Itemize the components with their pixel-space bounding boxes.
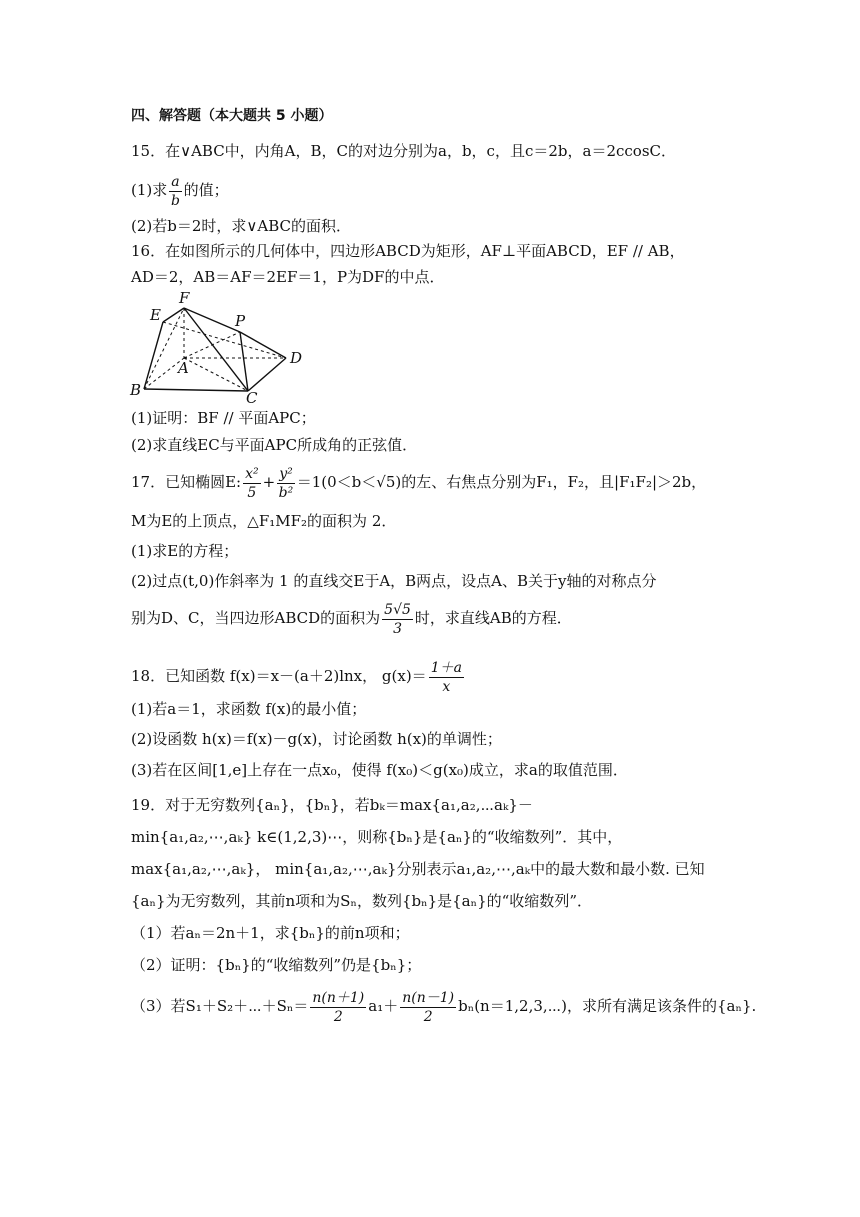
q19-part3 xyxy=(131,986,756,1026)
q15-fraction-num: a xyxy=(171,173,180,190)
q17-frac1 xyxy=(243,465,261,502)
q19-part3-pre: （3）若S₁＋S₂＋⋯＋Sₙ＝ xyxy=(131,997,309,1015)
q19-part1: （1）若aₙ＝2n＋1，求{bₙ}的前n项和； xyxy=(131,924,410,942)
label-B: B xyxy=(130,381,142,399)
q17-frac2 xyxy=(277,465,295,502)
q18-part2: (2)设函数 h(x)＝f(x)－g(x)，讨论函数 h(x)的单调性； xyxy=(131,730,502,748)
q17-pre: 17．已知椭圆E: xyxy=(131,473,242,491)
q18-stem xyxy=(131,656,466,696)
q19-frac2-den: 2 xyxy=(423,1008,433,1025)
q19-part3-post: bₙ(n＝1,2,3,⋯)，求所有满足该条件的{aₙ}. xyxy=(458,997,757,1015)
q17-area-fraction xyxy=(382,601,413,638)
q19-line1: 19．对于无穷数列{aₙ}，{bₙ}，若bₖ＝max{a₁,a₂,⋯aₖ}－ xyxy=(131,796,533,814)
q17-frac1-num: x² xyxy=(245,465,259,482)
q18-g-den: x xyxy=(442,678,451,695)
q19-frac2 xyxy=(400,989,456,1026)
q17-part2-pre: 别为D、C，当四边形ABCD的面积为 xyxy=(131,609,381,627)
q18-part3: (3)若在区间[1,e]上存在一点x₀，使得 f(x₀)＜g(x₀)成立，求a的取值范围． xyxy=(131,761,628,779)
edge-EF xyxy=(163,308,184,322)
q17-post: ＝1(0＜b＜√5)的左、右焦点分别为F₁，F₂，且|F₁F₂|＞2b， xyxy=(296,473,707,491)
q17-frac1-den: 5 xyxy=(247,484,257,501)
edge-PD xyxy=(240,332,286,358)
label-C: C xyxy=(246,389,258,405)
label-A: A xyxy=(178,359,189,377)
q15-part1-post: 的值； xyxy=(183,181,229,199)
edge-AC xyxy=(184,358,248,391)
q17-part2-line2 xyxy=(131,598,572,638)
q18-g-num: 1＋a xyxy=(430,659,462,676)
q15-part1 xyxy=(131,170,229,210)
q16-line1: 16．在如图所示的几何体中，四边形ABCD为矩形，AF⊥平面ABCD，EF // AB， xyxy=(131,242,685,260)
q17-area-num: 5√5 xyxy=(384,601,411,618)
q17-part2-line1: (2)过点(t,0)作斜率为 1 的直线交E于A，B两点，设点A、B关于y轴的对称点分 xyxy=(131,572,657,590)
q19-frac1-num: n(n＋1) xyxy=(312,989,365,1006)
q17-plus: + xyxy=(262,473,276,491)
q17-frac2-num: y² xyxy=(279,465,293,482)
q18-part1: (1)若a＝1，求函数 f(x)的最小值； xyxy=(131,700,367,718)
q19-frac1-den: 2 xyxy=(333,1008,343,1025)
q15-stem: 15．在∨ABC中，内角A，B，C的对边分别为a，b，c，且c＝2b，a＝2ccosC． xyxy=(131,142,676,160)
edge-DC xyxy=(248,358,286,391)
q19-frac1 xyxy=(310,989,366,1026)
q17-frac2-den: b² xyxy=(278,484,294,501)
q19-frac2-num: n(n－1) xyxy=(402,989,455,1006)
label-E: E xyxy=(150,306,161,324)
q15-fraction-den: b xyxy=(170,192,180,209)
q19-part3-mid: a₁＋ xyxy=(368,997,399,1015)
q15-part2: (2)若b＝2时，求∨ABC的面积． xyxy=(131,217,351,235)
section-title: 四、解答题（本大题共 5 小题） xyxy=(131,108,333,124)
q19-line3: max{a₁,a₂,⋯,aₖ}， min{a₁,a₂,⋯,aₖ}分别表示a₁,a₂,⋯,aₖ中的最大数和最小数. 已知 xyxy=(131,860,705,878)
q17-stem xyxy=(131,462,706,502)
q17-line2: M为E的上顶点，△F₁MF₂的面积为 2． xyxy=(131,512,397,530)
q19-part2: （2）证明：{bₙ}的“收缩数列”仍是{bₙ}； xyxy=(131,956,422,974)
q15-part1-pre: (1)求 xyxy=(131,181,168,199)
q15-fraction xyxy=(169,173,181,210)
q19-line4: {aₙ}为无穷数列，其前n项和为Sₙ，数列{bₙ}是{aₙ}的“收缩数列”． xyxy=(131,892,592,910)
geometry-figure xyxy=(128,290,318,405)
q16-part2: (2)求直线EC与平面APC所成角的正弦值． xyxy=(131,436,418,454)
label-F: F xyxy=(179,290,190,307)
q16-part1: (1)证明：BF // 平面APC； xyxy=(131,409,316,427)
q16-line2: AD＝2，AB＝AF＝2EF＝1，P为DF的中点． xyxy=(131,268,445,286)
q17-part1: (1)求E的方程； xyxy=(131,542,239,560)
q17-part2-post: 时，求直线AB的方程． xyxy=(414,609,572,627)
edge-BC xyxy=(144,389,248,391)
q18-pre: 18．已知函数 f(x)＝x－(a＋2)lnx， g(x)＝ xyxy=(131,667,427,685)
label-D: D xyxy=(290,349,303,367)
q17-area-den: 3 xyxy=(393,620,402,637)
q18-g-fraction xyxy=(429,659,464,696)
edge-ED xyxy=(163,322,286,358)
label-P: P xyxy=(235,312,246,330)
q19-line2: min{a₁,a₂,⋯,aₖ} k∈(1,2,3)⋯，则称{bₙ}是{aₙ}的“收缩数列”．其中， xyxy=(131,828,623,846)
